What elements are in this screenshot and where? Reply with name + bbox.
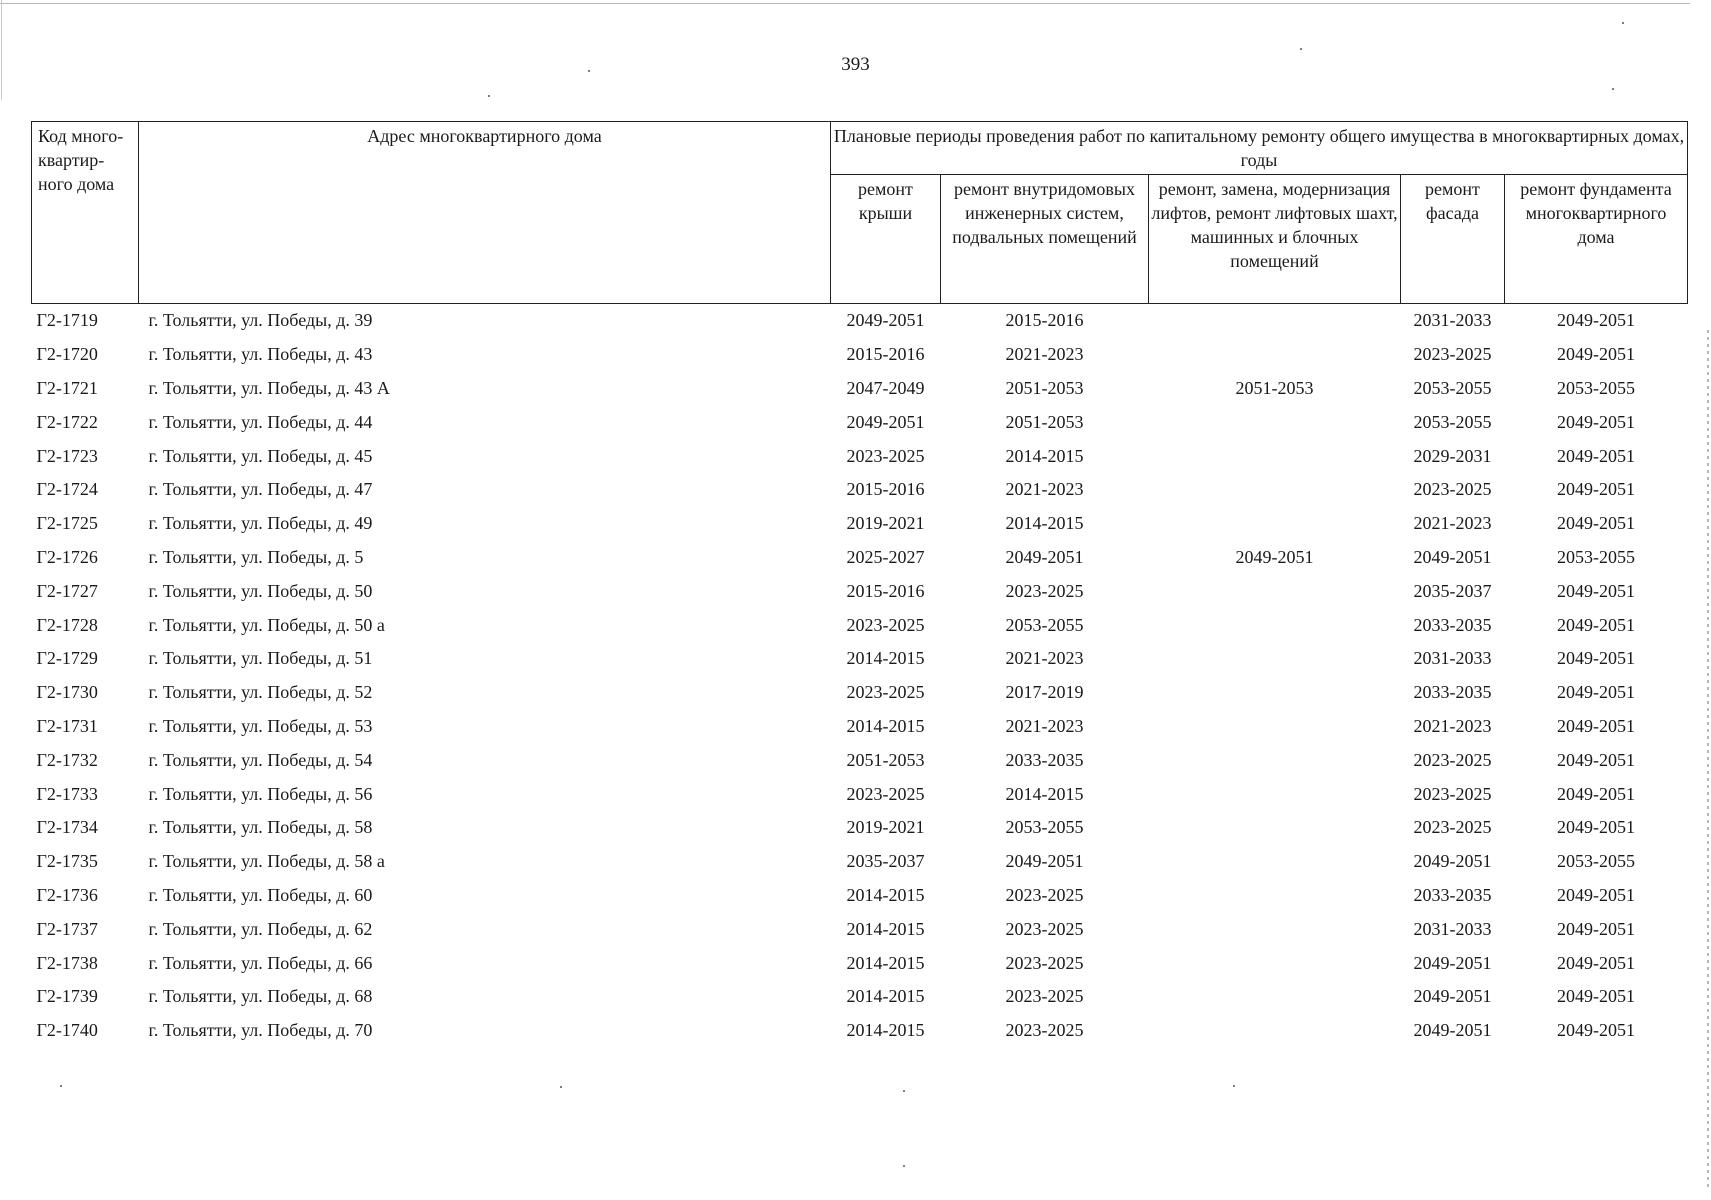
cell-roof: 2014-2015 (846, 648, 925, 669)
table-row (32, 608, 1688, 642)
cell-elevators (1149, 845, 1401, 879)
cell-engineering: 2053-2055 (1005, 614, 1084, 635)
cell-address: г. Тольятти, ул. Победы, д. 47 (148, 479, 373, 500)
cell-facade: 2023-2025 (1413, 817, 1492, 838)
cell-facade: 2049-2051 (1413, 851, 1492, 872)
cell-engineering: 2023-2025 (1005, 884, 1084, 905)
cell-code: Г2-1722 (36, 411, 98, 432)
scan-right-edge (1707, 330, 1709, 1190)
cell-foundation: 2049-2051 (1557, 648, 1635, 669)
cell-address: г. Тольятти, ул. Победы, д. 53 (148, 715, 373, 736)
cell-elevators (1149, 1014, 1401, 1048)
cell-facade: 2023-2025 (1413, 479, 1492, 500)
cell-address: г. Тольятти, ул. Победы, д. 43 А (148, 377, 390, 398)
cell-code: Г2-1723 (36, 445, 98, 466)
cell-elevators (1149, 743, 1401, 777)
cell-roof: 2051-2053 (846, 749, 925, 770)
cell-code: Г2-1728 (36, 614, 98, 635)
cell-roof: 2015-2016 (846, 479, 925, 500)
cell-foundation: 2049-2051 (1557, 986, 1635, 1007)
cell-foundation: 2049-2051 (1557, 715, 1635, 736)
cell-code: Г2-1739 (36, 986, 98, 1007)
cell-address: г. Тольятти, ул. Победы, д. 52 (148, 682, 373, 703)
cell-facade: 2035-2037 (1413, 580, 1492, 601)
cell-facade: 2021-2023 (1413, 715, 1492, 736)
table-row (32, 642, 1688, 676)
cell-code: Г2-1734 (36, 817, 98, 838)
cell-engineering: 2023-2025 (1005, 918, 1084, 939)
cell-roof: 2025-2027 (846, 546, 925, 567)
scan-speck (60, 1085, 62, 1087)
cell-code: Г2-1720 (36, 344, 98, 365)
cell-elevators (1149, 507, 1401, 541)
table-row (32, 879, 1688, 913)
cell-engineering: 2021-2023 (1005, 479, 1084, 500)
cell-foundation: 2053-2055 (1557, 851, 1635, 872)
table-row (32, 980, 1688, 1014)
scan-left-edge (1, 0, 2, 100)
cell-address: г. Тольятти, ул. Победы, д. 50 (148, 580, 373, 601)
cell-roof: 2019-2021 (846, 513, 925, 534)
cell-foundation: 2049-2051 (1557, 513, 1635, 534)
table-row (32, 473, 1688, 507)
scan-top-edge (0, 3, 1690, 4)
cell-elevators (1149, 574, 1401, 608)
cell-address: г. Тольятти, ул. Победы, д. 39 (139, 304, 831, 338)
cell-facade: 2031-2033 (1413, 648, 1492, 669)
cell-address: г. Тольятти, ул. Победы, д. 45 (148, 445, 373, 466)
cell-address: г. Тольятти, ул. Победы, д. 50 а (148, 614, 385, 635)
cell-roof: 2014-2015 (846, 884, 925, 905)
cell-facade: 2053-2055 (1413, 411, 1492, 432)
capital-repair-table (31, 121, 1688, 1048)
cell-facade: 2053-2055 (1413, 377, 1492, 398)
cell-roof: 2023-2025 (846, 682, 925, 703)
cell-facade: 2023-2025 (1413, 783, 1492, 804)
cell-code: Г2-1721 (36, 377, 98, 398)
cell-foundation: 2049-2051 (1557, 749, 1635, 770)
scan-speck (903, 1165, 905, 1167)
cell-roof: 2015-2016 (846, 344, 925, 365)
cell-code: Г2-1735 (36, 851, 98, 872)
cell-code: Г2-1724 (36, 479, 98, 500)
cell-roof: 2014-2015 (846, 715, 925, 736)
cell-code: Г2-1730 (36, 682, 98, 703)
cell-facade: 2033-2035 (1413, 682, 1492, 703)
cell-foundation: 2049-2051 (1557, 918, 1635, 939)
header-elevators: ремонт, замена, модернизация лифтов, ремонт лифтовых шахт, машинных и блочных помещений (1149, 175, 1401, 304)
table-row (32, 811, 1688, 845)
cell-address: г. Тольятти, ул. Победы, д. 43 (148, 344, 373, 365)
cell-address: г. Тольятти, ул. Победы, д. 62 (148, 918, 373, 939)
cell-facade: 2023-2025 (1413, 749, 1492, 770)
cell-code: Г2-1732 (36, 749, 98, 770)
cell-foundation: 2049-2051 (1557, 817, 1635, 838)
table-row (32, 710, 1688, 744)
table-row (32, 338, 1688, 372)
cell-facade: 2033-2035 (1413, 614, 1492, 635)
cell-roof: 2047-2049 (846, 377, 925, 398)
scan-speck (1622, 22, 1624, 24)
header-roof: ремонт крыши (831, 175, 941, 304)
cell-code: Г2-1740 (36, 1020, 98, 1041)
cell-address: г. Тольятти, ул. Победы, д. 5 (148, 546, 364, 567)
cell-code: Г2-1738 (36, 952, 98, 973)
cell-elevators (1149, 608, 1401, 642)
cell-elevators (1149, 338, 1401, 372)
cell-foundation: 2049-2051 (1557, 580, 1635, 601)
cell-facade: 2031-2033 (1413, 918, 1492, 939)
cell-code: Г2-1725 (36, 513, 98, 534)
cell-elevators (1149, 642, 1401, 676)
cell-foundation: 2049-2051 (1557, 1020, 1635, 1041)
cell-engineering: 2053-2055 (1005, 817, 1084, 838)
scan-speck (1233, 1085, 1235, 1087)
cell-address: г. Тольятти, ул. Победы, д. 58 а (148, 851, 385, 872)
table-row (32, 304, 1688, 338)
cell-facade: 2023-2025 (1413, 344, 1492, 365)
cell-roof: 2015-2016 (846, 580, 925, 601)
cell-address: г. Тольятти, ул. Победы, д. 44 (148, 411, 373, 432)
cell-elevators (1149, 676, 1401, 710)
cell-elevators (1149, 439, 1401, 473)
cell-address: г. Тольятти, ул. Победы, д. 56 (148, 783, 373, 804)
header-foundation: ремонт фундамента многоквартирного дома (1505, 175, 1688, 304)
cell-foundation: 2049-2051 (1505, 304, 1688, 338)
header-periods-group: Плановые периоды проведения работ по капитальному ремонту общего имущества в многоквартирных домах, годы (831, 122, 1688, 175)
cell-facade: 2033-2035 (1413, 884, 1492, 905)
cell-address: г. Тольятти, ул. Победы, д. 60 (148, 884, 373, 905)
cell-elevators (1149, 879, 1401, 913)
cell-elevators (1149, 811, 1401, 845)
table-row (32, 1014, 1688, 1048)
cell-engineering: 2051-2053 (1005, 377, 1084, 398)
cell-engineering: 2049-2051 (1005, 851, 1084, 872)
table-row (32, 574, 1688, 608)
cell-elevators (1149, 710, 1401, 744)
cell-roof: 2023-2025 (846, 783, 925, 804)
cell-elevators: 2049-2051 (1235, 546, 1314, 567)
page-number: 393 (841, 54, 870, 75)
cell-foundation: 2049-2051 (1557, 952, 1635, 973)
cell-roof: 2014-2015 (846, 952, 925, 973)
cell-engineering: 2023-2025 (1005, 986, 1084, 1007)
cell-code: Г2-1727 (36, 580, 98, 601)
scan-speck (588, 70, 590, 72)
cell-engineering: 2023-2025 (1005, 1020, 1084, 1041)
cell-engineering: 2021-2023 (1005, 344, 1084, 365)
cell-facade: 2049-2051 (1413, 546, 1492, 567)
cell-elevators (1149, 405, 1401, 439)
cell-engineering: 2033-2035 (1005, 749, 1084, 770)
cell-roof: 2014-2015 (846, 918, 925, 939)
cell-roof: 2049-2051 (831, 304, 941, 338)
table-row (32, 777, 1688, 811)
cell-elevators (1149, 304, 1401, 338)
cell-engineering: 2049-2051 (1005, 546, 1084, 567)
cell-elevators (1149, 912, 1401, 946)
table-row (32, 541, 1688, 575)
table-row (32, 676, 1688, 710)
cell-code: Г2-1731 (36, 715, 98, 736)
cell-facade: 2031-2033 (1401, 304, 1505, 338)
cell-foundation: 2049-2051 (1557, 344, 1635, 365)
cell-foundation: 2053-2055 (1557, 546, 1635, 567)
scan-speck (1612, 88, 1614, 90)
cell-address: г. Тольятти, ул. Победы, д. 54 (148, 749, 373, 770)
cell-code: Г2-1736 (36, 884, 98, 905)
cell-roof: 2019-2021 (846, 817, 925, 838)
cell-foundation: 2049-2051 (1557, 682, 1635, 703)
cell-foundation: 2049-2051 (1557, 445, 1635, 466)
table-row (32, 946, 1688, 980)
cell-code: Г2-1726 (36, 546, 98, 567)
cell-roof: 2023-2025 (846, 614, 925, 635)
cell-address: г. Тольятти, ул. Победы, д. 51 (148, 648, 373, 669)
cell-address: г. Тольятти, ул. Победы, д. 68 (148, 986, 373, 1007)
cell-facade: 2049-2051 (1413, 986, 1492, 1007)
cell-facade: 2049-2051 (1413, 952, 1492, 973)
cell-address: г. Тольятти, ул. Победы, д. 49 (148, 513, 373, 534)
cell-address: г. Тольятти, ул. Победы, д. 58 (148, 817, 373, 838)
cell-engineering: 2014-2015 (1005, 513, 1084, 534)
cell-code: Г2-1719 (32, 304, 139, 338)
cell-engineering: 2021-2023 (1005, 648, 1084, 669)
table-row (32, 912, 1688, 946)
scan-speck (1300, 48, 1302, 50)
header-code: Код много-квартир-ного дома (32, 122, 139, 304)
table-row (32, 507, 1688, 541)
table-row (32, 743, 1688, 777)
cell-elevators: 2051-2053 (1235, 377, 1314, 398)
table-row (32, 405, 1688, 439)
cell-engineering: 2017-2019 (1005, 682, 1084, 703)
cell-foundation: 2049-2051 (1557, 479, 1635, 500)
cell-foundation: 2049-2051 (1557, 614, 1635, 635)
cell-roof: 2014-2015 (846, 986, 925, 1007)
scan-speck (488, 95, 490, 97)
cell-facade: 2021-2023 (1413, 513, 1492, 534)
cell-foundation: 2049-2051 (1557, 884, 1635, 905)
cell-facade: 2029-2031 (1413, 445, 1492, 466)
cell-engineering: 2023-2025 (1005, 580, 1084, 601)
cell-elevators (1149, 946, 1401, 980)
header-address: Адрес многоквартирного дома (139, 122, 831, 304)
cell-foundation: 2049-2051 (1557, 411, 1635, 432)
cell-code: Г2-1737 (36, 918, 98, 939)
scan-speck (560, 1086, 562, 1088)
header-facade: ремонт фасада (1401, 175, 1505, 304)
cell-code: Г2-1729 (36, 648, 98, 669)
cell-engineering: 2023-2025 (1005, 952, 1084, 973)
cell-code: Г2-1733 (36, 783, 98, 804)
cell-elevators (1149, 980, 1401, 1014)
cell-address: г. Тольятти, ул. Победы, д. 70 (148, 1020, 373, 1041)
table-row (32, 372, 1688, 406)
scan-speck (903, 1090, 905, 1092)
cell-address: г. Тольятти, ул. Победы, д. 66 (148, 952, 373, 973)
cell-engineering: 2014-2015 (1005, 783, 1084, 804)
cell-foundation: 2053-2055 (1557, 377, 1635, 398)
cell-roof: 2035-2037 (846, 851, 925, 872)
table-body (32, 304, 1688, 1048)
cell-roof: 2049-2051 (846, 411, 925, 432)
cell-facade: 2049-2051 (1413, 1020, 1492, 1041)
cell-roof: 2023-2025 (846, 445, 925, 466)
cell-engineering: 2015-2016 (941, 304, 1149, 338)
cell-roof: 2014-2015 (846, 1020, 925, 1041)
cell-elevators (1149, 473, 1401, 507)
table-row (32, 439, 1688, 473)
cell-engineering: 2021-2023 (1005, 715, 1084, 736)
cell-engineering: 2051-2053 (1005, 411, 1084, 432)
table-row (32, 845, 1688, 879)
table-header (32, 122, 1688, 304)
cell-foundation: 2049-2051 (1557, 783, 1635, 804)
cell-elevators (1149, 777, 1401, 811)
header-engineering: ремонт внутридомовых инженерных систем, подвальных помещений (941, 175, 1149, 304)
cell-engineering: 2014-2015 (1005, 445, 1084, 466)
